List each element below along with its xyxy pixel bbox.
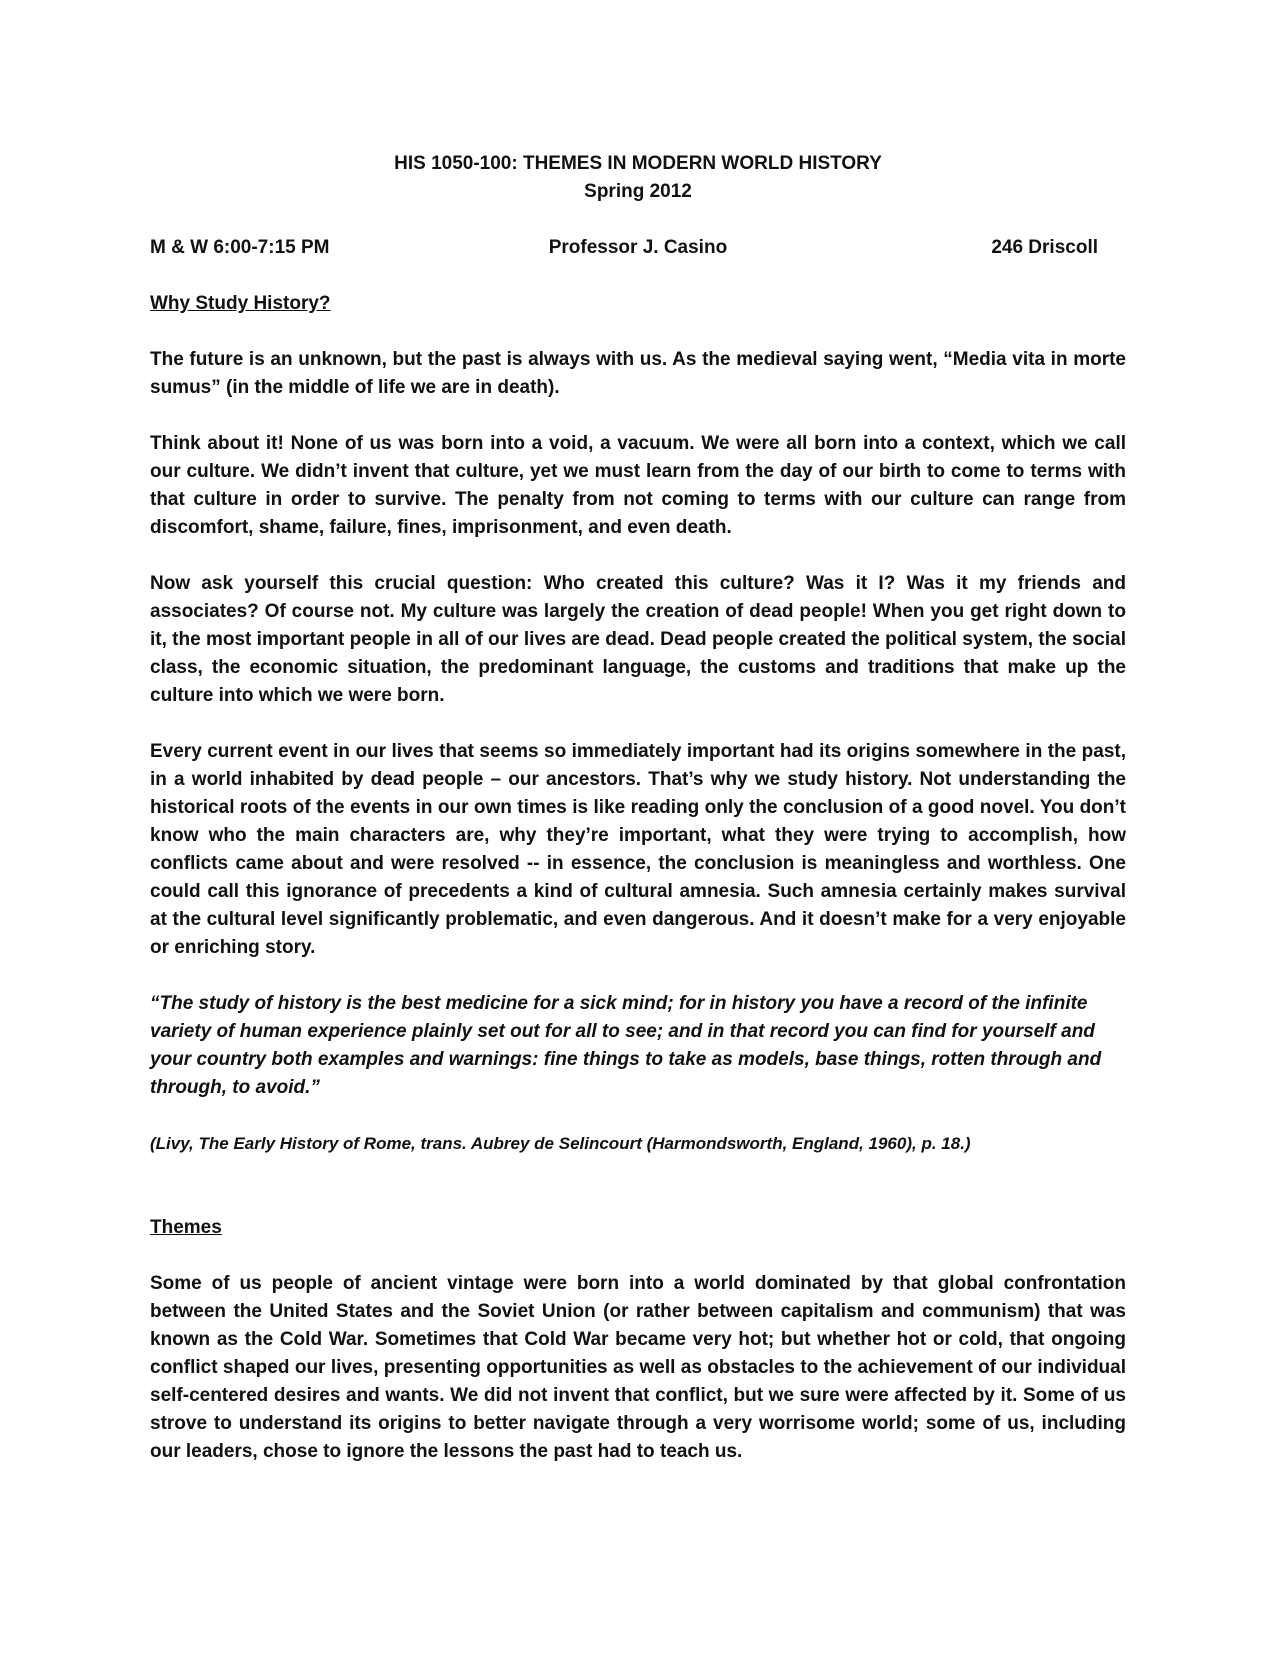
paragraph: Every current event in our lives that seems so immediately important had its origins somewhere in the past, in a world inhabited by dead people – our ancestors. That’s why we study history. Not understanding the historical roots of the events in our own times is like reading only the conclusion of a good novel. You don’t know who the main characters are, why they’re important, what they were trying to accomplish, how conflicts came about and were resolved -- in essence, the conclusion is meaningless and worthless. One could call this ignorance of precedents a kind of cultural amnesia. Such amnesia certainly makes survival at the cultural level significantly problematic, and even dangerous. And it doesn’t make for a very enjoyable or enriching story. (150, 741, 1126, 958)
schedule: M & W 6:00-7:15 PM (150, 237, 330, 258)
section-heading-themes: Themes (150, 1217, 222, 1238)
quote-citation: (Livy, The Early History of Rome, trans. Aubrey de Selincourt (Harmondsworth, England, 1960), p. 18.) (150, 1134, 971, 1153)
document-title-block (150, 150, 1126, 206)
course-title: HIS 1050-100: THEMES IN MODERN WORLD HISTORY (394, 153, 882, 174)
professor: Professor J. Casino (548, 237, 728, 258)
room: 246 Driscoll (991, 237, 1098, 258)
section-heading-why-study-history: Why Study History? (150, 293, 331, 314)
livy-quote: “The study of history is the best medicine for a sick mind; for in history you have a record of the infinite variety of human experience plainly set out for all to see; and in that record you can find for yourself and your country both examples and warnings: fine things to take as models, base things, rotten through and through, to avoid.” (150, 993, 1102, 1098)
paragraph: Think about it! None of us was born into a void, a vacuum. We were all born into a context, which we call our culture. We didn’t invent that culture, yet we must learn from the day of our birth to come to terms with that culture in order to survive. The penalty from not coming to terms with our culture can range from discomfort, shame, failure, fines, imprisonment, and even death. (150, 433, 1126, 538)
document-page (150, 150, 1126, 1466)
paragraph: Some of us people of ancient vintage were born into a world dominated by that global confrontation between the United States and the Soviet Union (or rather between capitalism and communism) that was known as the Cold War. Sometimes that Cold War became very hot; but whether hot or cold, that ongoing conflict shaped our lives, presenting opportunities as well as obstacles to the achievement of our individual self-centered desires and wants. We did not invent that conflict, but we sure were affected by it. Some of us strove to understand its origins to better navigate through a very worrisome world; some of us, including our leaders, chose to ignore the lessons the past had to teach us. (150, 1273, 1126, 1462)
paragraph: The future is an unknown, but the past is always with us. As the medieval saying went, “Media vita in morte sumus” (in the middle of life we are in death). (150, 349, 1126, 398)
course-info-row (150, 234, 1126, 262)
term: Spring 2012 (584, 181, 692, 202)
paragraph: Now ask yourself this crucial question: Who created this culture? Was it I? Was it my friends and associates? Of course not. My culture was largely the creation of dead people! When you get right down to it, the most important people in all of our lives are dead. Dead people created the political system, the social class, the economic situation, the predominant language, the customs and traditions that make up the culture into which we were born. (150, 573, 1126, 706)
section-spacer (150, 1158, 1126, 1186)
